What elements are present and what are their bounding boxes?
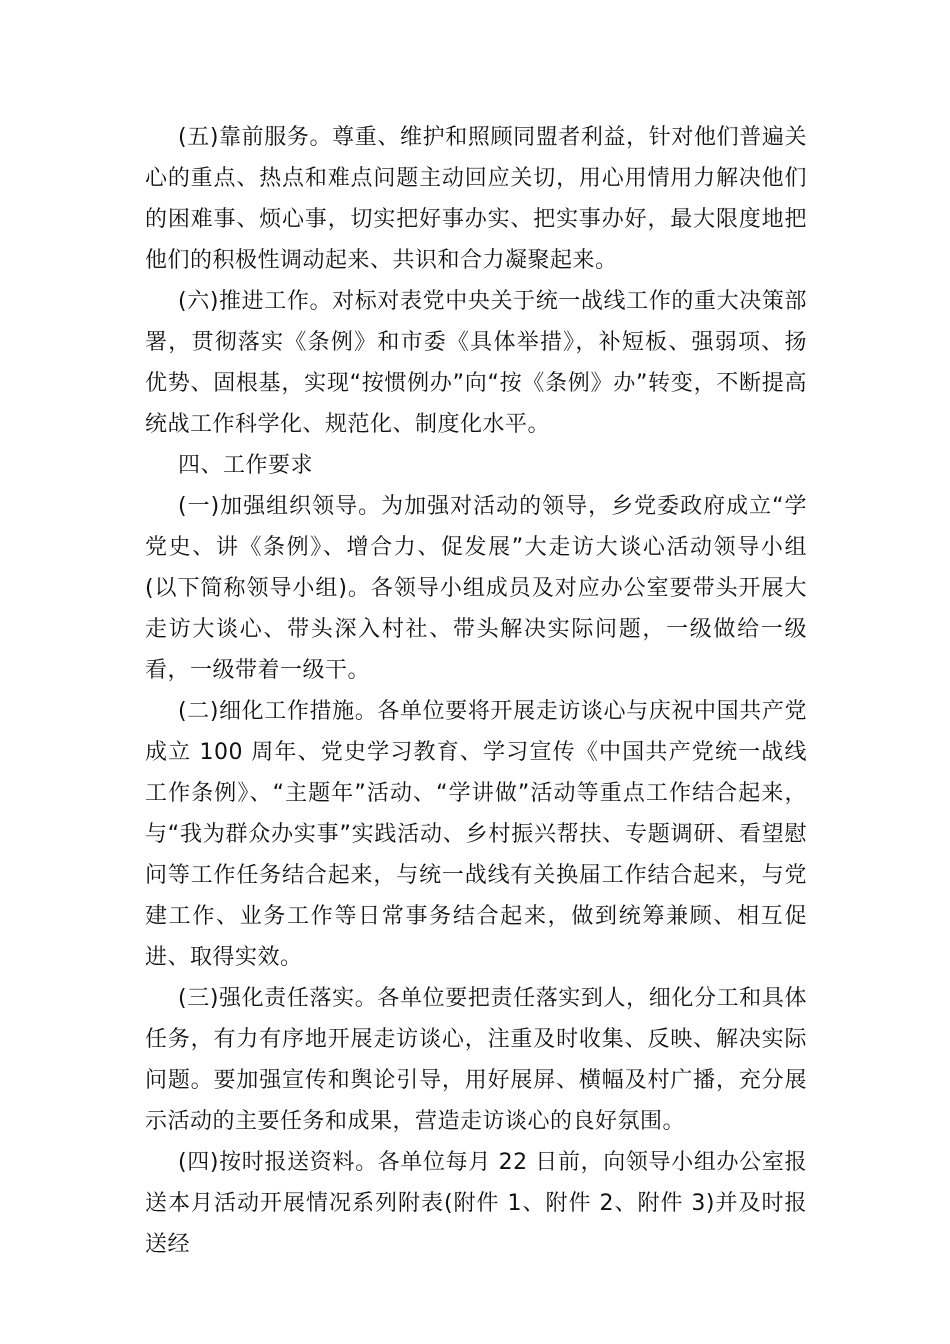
paragraph-forward-service: (五)靠前服务。尊重、维护和照顾同盟者利益，针对他们普遍关心的重点、热点和难点问题主动回应关切，用心用情用力解决他们的困难事、烦心事，切实把好事办实、把实事办好，最大限度地把他们的积极性调动起来、共识和合力凝聚起来。 (145, 125, 807, 273)
paragraph-responsibility: (三)强化责任落实。各单位要把责任落实到人，细化分工和具体任务，有力有序地开展走访谈心，注重及时收集、反映、解决实际问题。要加强宣传和舆论引导，用好展屏、横幅及村广播，充分展示活动的主要任务和成果，营造走访谈心的良好氛围。 (145, 986, 807, 1134)
paragraph-organization-leadership: (一)加强组织领导。为加强对活动的领导，乡党委政府成立“学党史、讲《条例》、增合力、促发展”大走访大谈心活动领导小组(以下简称领导小组)。各领导小组成员及对应办公室要带头开展大走访大谈心、带头深入村社、带头解决实际问题，一级做给一级看，一级带着一级干。 (145, 494, 807, 683)
paragraph-advance-work: (六)推进工作。对标对表党中央关于统一战线工作的重大决策部署，贯彻落实《条例》和市委《具体举措》，补短板、强弱项、扬优势、固根基，实现“按惯例办”向“按《条例》办”转变，不断提高统战工作科学化、规范化、制度化水平。 (145, 289, 807, 437)
paragraph-refine-measures: (二)细化工作措施。各单位要将开展走访谈心与庆祝中国共产党成立 100 周年、党史学习教育、学习宣传《中国共产党统一战线工作条例》、“主题年”活动、“学讲做”活动等重点工作结合起来，与“我为群众办实事”实践活动、乡村振兴帮扶、专题调研、看望慰问等工作任务结合起来，与统一战线有关换届工作结合起来，与党建工作、业务工作等日常事务结合起来，做到统筹兼顾、相互促进、取得实效。 (145, 699, 807, 970)
document-body (145, 117, 807, 1265)
section-heading-work-requirements: 四、工作要求 (178, 453, 314, 478)
paragraph-submit-materials: (四)按时报送资料。各单位每月 22 日前，向领导小组办公室报送本月活动开展情况系列附表(附件 1、附件 2、附件 3)并及时报送经 (145, 1150, 807, 1257)
